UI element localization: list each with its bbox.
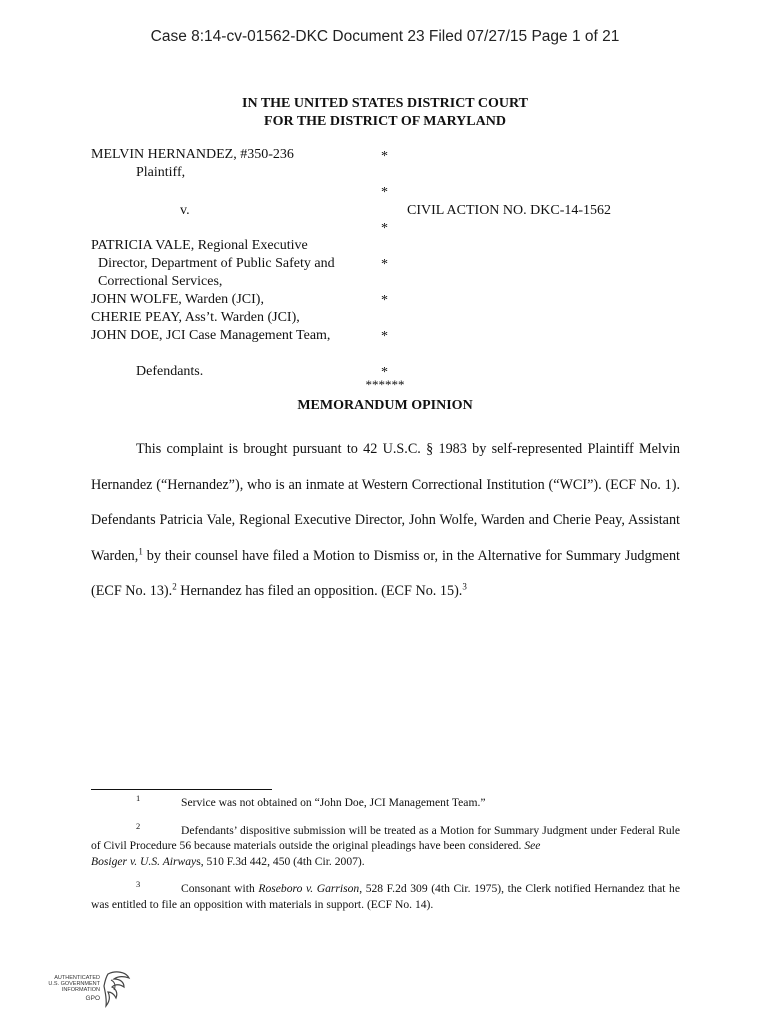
caption-star: * [381, 329, 388, 344]
footnote-text: s, 510 F.3d 442, 450 (4th Cir. 2007). [196, 854, 365, 868]
caption-star: * [381, 185, 388, 200]
defendant-line-3: Correctional Services, [98, 274, 223, 289]
eagle-icon [102, 970, 132, 1010]
caption-star: * [381, 293, 388, 308]
paragraph-text-2: by their counsel have filed a Motion to Dismiss or, in the Alternative for Summary Judgment (ECF No. 13). [91, 547, 680, 600]
footnote-2 [91, 820, 680, 870]
footnote-ref-1[interactable]: 1 [138, 546, 143, 557]
court-heading-line-1: IN THE UNITED STATES DISTRICT COURT [242, 96, 528, 111]
defendant-line-2: Director, Department of Public Safety and [98, 256, 335, 271]
footnote-text: , 528 F.2d 309 (4th Cir. 1975), the Clerk notified Hernandez that he was entitled to file an opposition with materials in support. (ECF No. 14). [91, 882, 680, 911]
footnote-number: 1 [136, 793, 141, 803]
footnote-number: 3 [136, 879, 141, 889]
footnote-text: Defendants’ dispositive submission will be treated as a Motion for Summary Judgment under Federal Rule of Civil Procedure 56 because materials outside the original pleadings have been considered. [91, 823, 680, 852]
gpo-authentication-logo [40, 970, 140, 1012]
logo-text-gpo: GPO [85, 995, 100, 1002]
footnote-number: 2 [136, 820, 141, 831]
logo-text-line-1: AUTHENTICATED [54, 975, 100, 981]
defendant-line-1: PATRICIA VALE, Regional Executive [91, 238, 308, 253]
caption-star: * [381, 149, 388, 164]
caption-star: * [381, 257, 388, 272]
case-citation: Roseboro v. Garrison [258, 882, 360, 895]
case-citation: Bosiger v. U.S. Airway [91, 854, 197, 868]
civil-action-number: CIVIL ACTION NO. DKC-14-1562 [407, 203, 612, 218]
plaintiff-name: MELVIN HERNANDEZ, #350-236 [91, 147, 294, 162]
court-heading [0, 95, 770, 131]
footnote-divider [91, 789, 272, 790]
separator: ****** [365, 377, 405, 392]
logo-text-line-2: U.S. GOVERNMENT [48, 981, 100, 987]
footnote-text: Service was not obtained on “John Doe, JCI Management Team.” [181, 796, 486, 809]
paragraph-text-1: This complaint is brought pursuant to 42 U.S.C. § 1983 by self-represented Plaintiff Melvin Hernandez (“Hernandez”), who is an inmate at Western Correctional Institution (“WCI”). (ECF No. 1). Defendants Patricia Vale, Regional Executive Director, John Wolfe, Warden and Cherie Peay, Assistant Warden, [91, 441, 680, 564]
footnote-1 [91, 795, 680, 811]
defendant-line-4: JOHN WOLFE, Warden (JCI), [91, 292, 264, 307]
paragraph-text-3: Hernandez has filed an opposition. (ECF No. 15). [176, 583, 463, 600]
court-heading-line-2: FOR THE DISTRICT OF MARYLAND [264, 114, 506, 129]
signal-see: See [524, 839, 541, 852]
versus: v. [180, 203, 190, 218]
defendants-role: Defendants. [136, 364, 204, 379]
footnotes [91, 795, 680, 924]
defendant-line-5: CHERIE PEAY, Ass’t. Warden (JCI), [91, 310, 300, 325]
logo-text-line-3: INFORMATION [61, 987, 100, 993]
defendant-line-6: JOHN DOE, JCI Case Management Team, [91, 328, 331, 343]
opinion-body [91, 432, 680, 610]
document-title: MEMORANDUM OPINION [297, 398, 473, 413]
footnote-ref-3[interactable]: 3 [462, 581, 467, 592]
case-header: Case 8:14-cv-01562-DKC Document 23 Filed 07/27/15 Page 1 of 21 [150, 28, 620, 45]
footnote-text: Consonant with [181, 882, 259, 895]
paragraph [91, 432, 680, 610]
footnote-ref-2[interactable]: 2 [172, 581, 177, 592]
caption-star: * [381, 221, 388, 236]
plaintiff-role: Plaintiff, [136, 165, 186, 180]
footnote-3 [91, 881, 680, 912]
caption-star: * [381, 365, 388, 380]
